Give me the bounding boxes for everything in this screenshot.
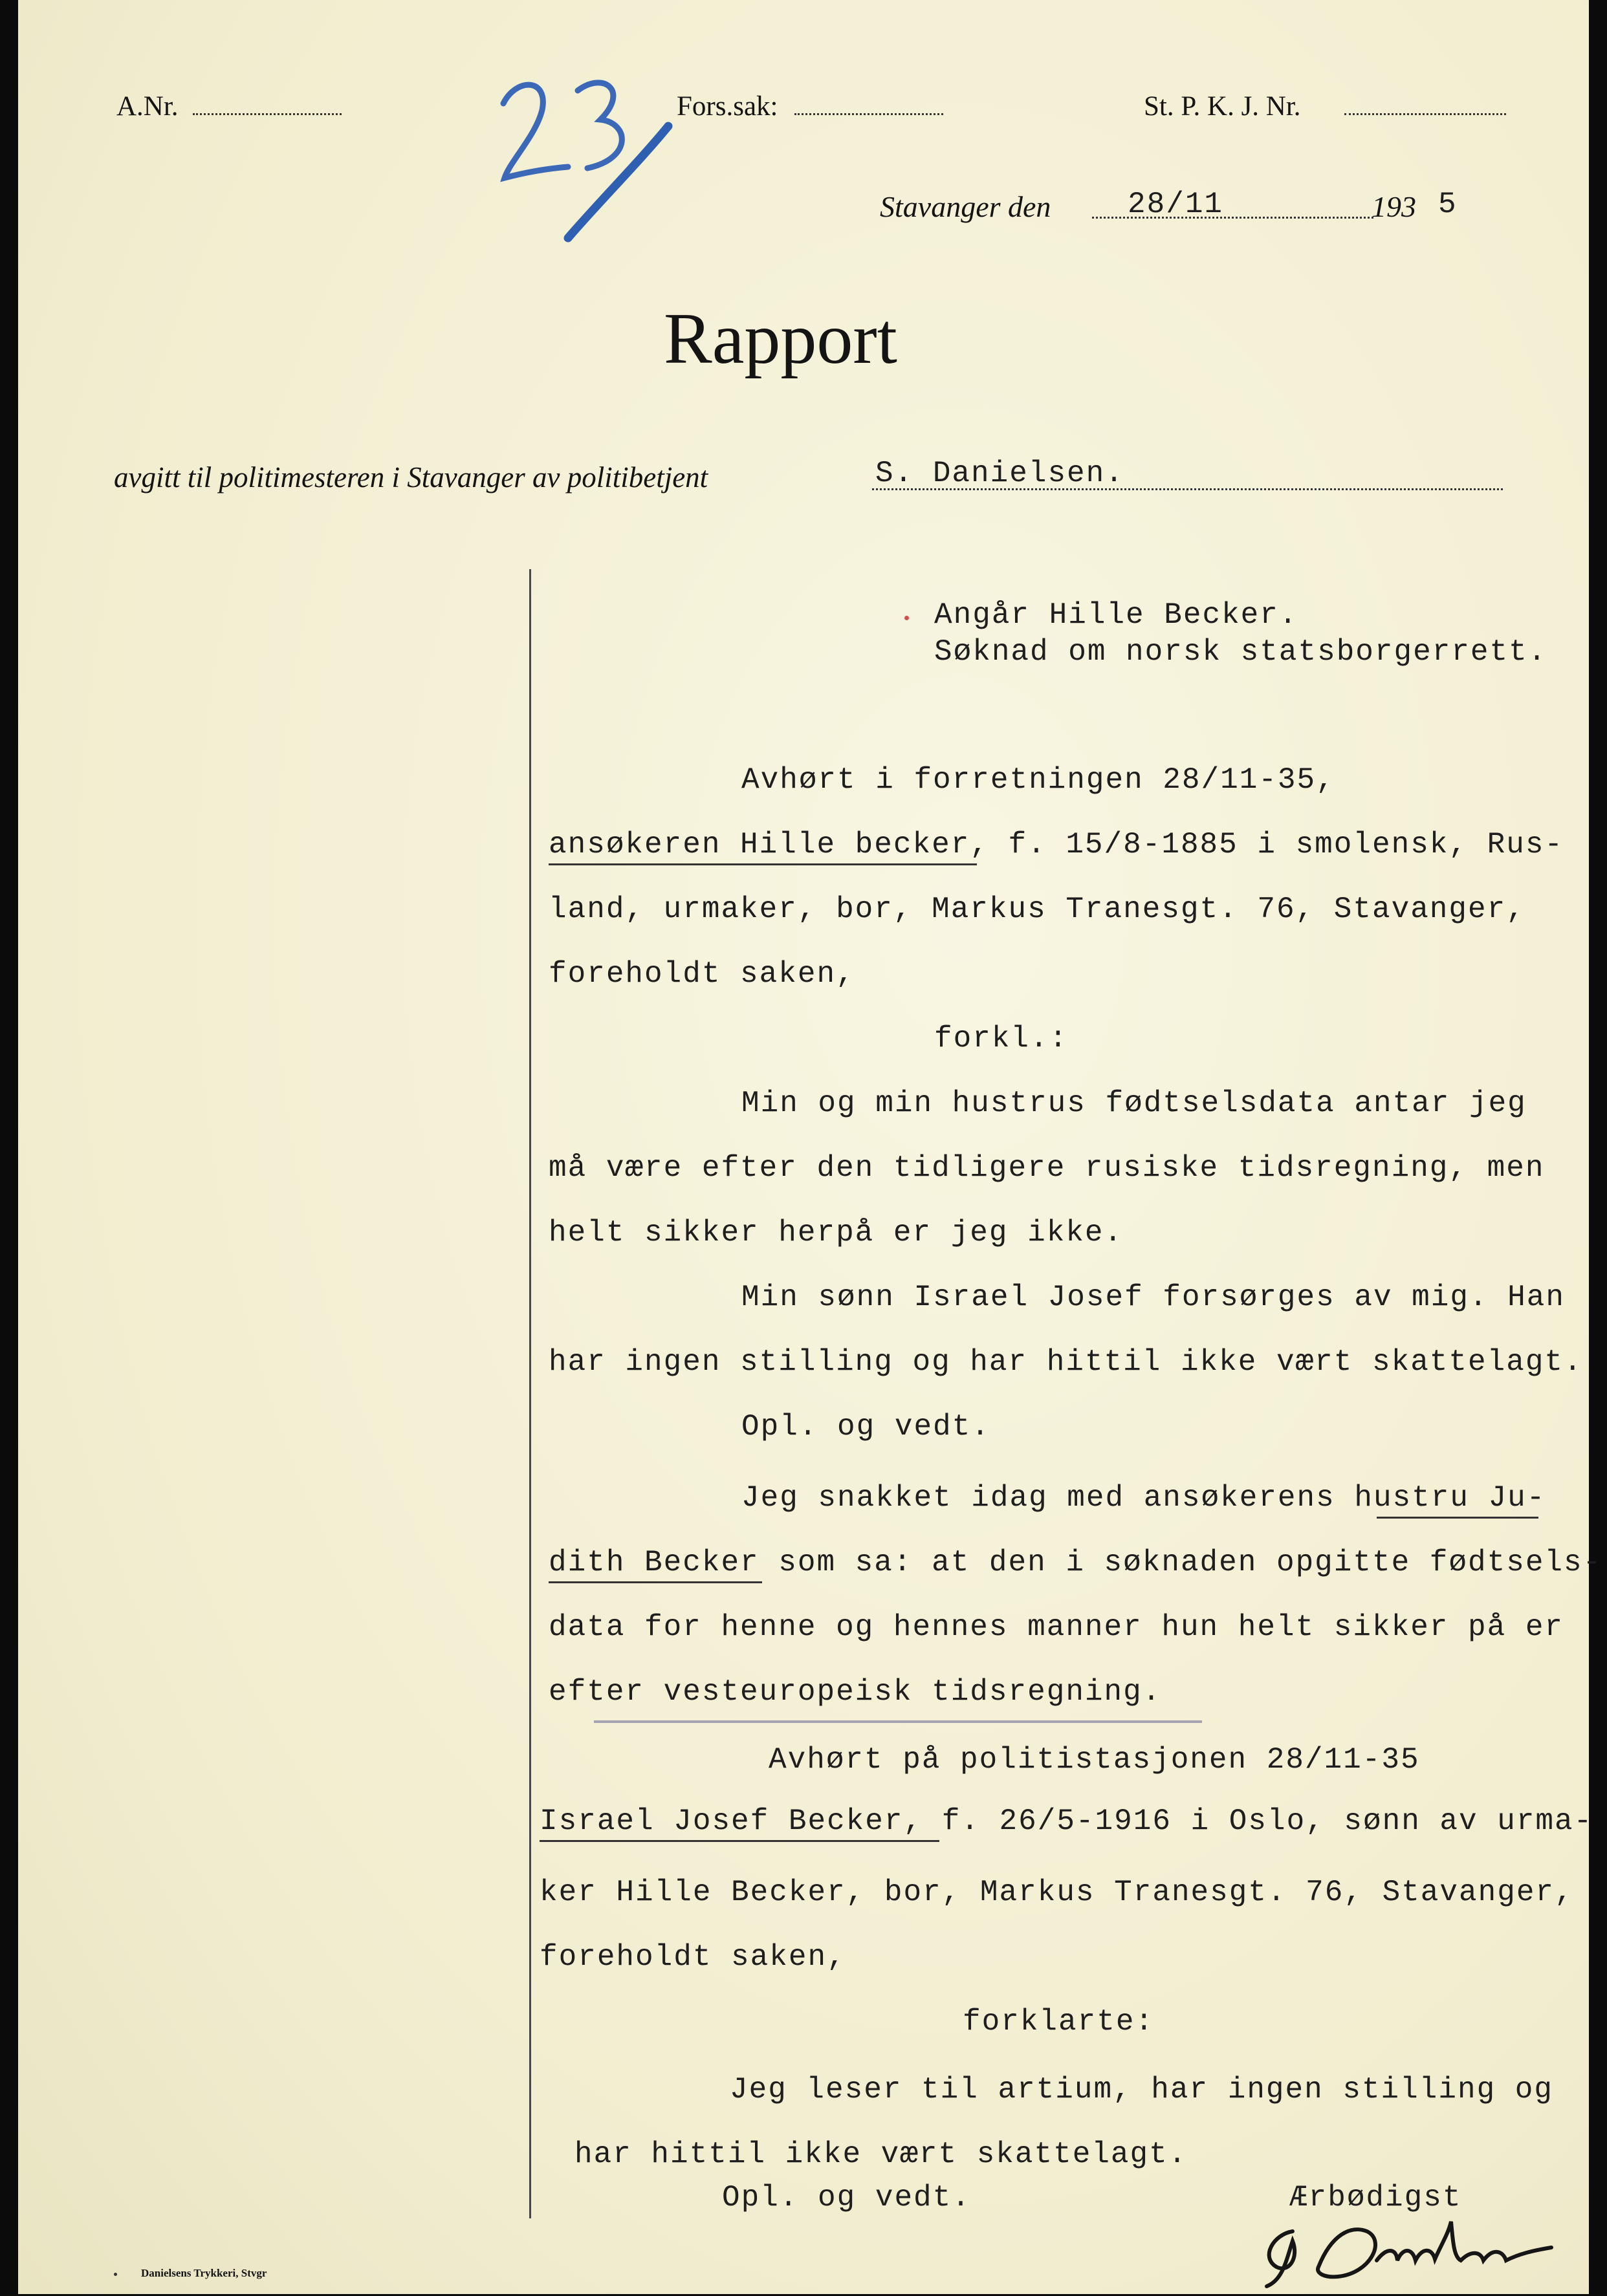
date-value: 28/11 (1128, 188, 1224, 221)
report-sheet (18, 0, 1602, 2294)
officer-name: S. Danielsen. (875, 457, 1124, 490)
body-line-9: Min sønn Israel Josef forsørges av mig. Han (741, 1281, 1565, 1314)
printer-imprint: Danielsens Trykkeri, Stvgr (141, 2267, 267, 2279)
underline-judith (549, 1581, 762, 1583)
body-line-7: må være efter den tidligere rusiske tidsregning, men (549, 1151, 1545, 1185)
body-line-16: Avhørt på politistasjonen 28/11-35 (769, 1743, 1420, 1777)
body-line-23: Opl. og vedt. (722, 2181, 971, 2215)
margin-rule (529, 569, 531, 2218)
year-suffix: 5 (1438, 188, 1458, 221)
place-date-label: Stavanger den (880, 190, 1051, 223)
body-line-8: helt sikker herpå er jeg ikke. (549, 1216, 1124, 1250)
body-line-15: efter vesteuropeisk tidsregning. (549, 1675, 1162, 1709)
footer-dot (114, 2273, 117, 2276)
handwritten-case-number (490, 65, 684, 246)
a-nr-field (193, 113, 342, 115)
body-line-20: forklarte: (963, 2005, 1155, 2039)
page-title: Rapport (664, 299, 897, 379)
body-line-10: har ingen stilling og har hittil ikke vært skattelagt. (549, 1345, 1583, 1379)
body-line-12: Jeg snakket idag med ansøkerens hustru Ju- (741, 1481, 1546, 1515)
body-line-13: dith Becker som sa: at den i søknaden opgitte fødtsels- (549, 1546, 1602, 1579)
body-line-14: data for henne og hennes manner hun helt sikker på er (549, 1610, 1564, 1644)
underline-israel (540, 1840, 939, 1842)
pencil-underline (594, 1720, 1202, 1723)
underline-hustru (1377, 1517, 1538, 1519)
red-mark (904, 616, 909, 620)
body-line-18: ker Hille Becker, bor, Markus Tranesgt. 76, Stavanger, (540, 1876, 1574, 1909)
body-line-5: forkl.: (934, 1022, 1069, 1056)
underline-applicant (549, 863, 977, 865)
subject-line-2: Søknad om norsk statsborgerrett. (934, 635, 1547, 669)
subtitle-text: avgitt til politimesteren i Stavanger av politibetjent (114, 461, 708, 493)
signature (1247, 2196, 1584, 2293)
body-line-6: Min og min hustrus fødtselsdata antar jeg (741, 1087, 1527, 1120)
a-nr-label: A.Nr. (116, 91, 179, 122)
st-pkj-label: St. P. K. J. Nr. (1144, 91, 1301, 122)
fors-sak-field (794, 113, 943, 115)
subject-line-1: Angår Hille Becker. (934, 598, 1298, 632)
st-pkj-field (1344, 113, 1506, 115)
body-line-1: Avhørt i forretningen 28/11-35, (741, 763, 1335, 797)
body-line-2: ansøkeren Hille becker, f. 15/8-1885 i smolensk, Rus- (549, 828, 1564, 861)
body-line-3: land, urmaker, bor, Markus Tranesgt. 76, Stavanger, (549, 893, 1525, 926)
closing-text: Ærbødigst (1289, 2181, 1462, 2215)
body-line-19: foreholdt saken, (540, 1940, 846, 1974)
year-prefix: 193 (1372, 190, 1416, 223)
fors-sak-label: Fors.sak: (677, 91, 778, 122)
body-line-11: Opl. og vedt. (741, 1410, 990, 1444)
body-line-4: foreholdt saken, (549, 957, 855, 991)
body-line-17: Israel Josef Becker, f. 26/5-1916 i Oslo, sønn av urma- (540, 1804, 1593, 1838)
body-line-22: har hittil ikke vært skattelagt. (574, 2138, 1188, 2171)
body-line-21: Jeg leser til artium, har ingen stilling og (730, 2073, 1553, 2106)
